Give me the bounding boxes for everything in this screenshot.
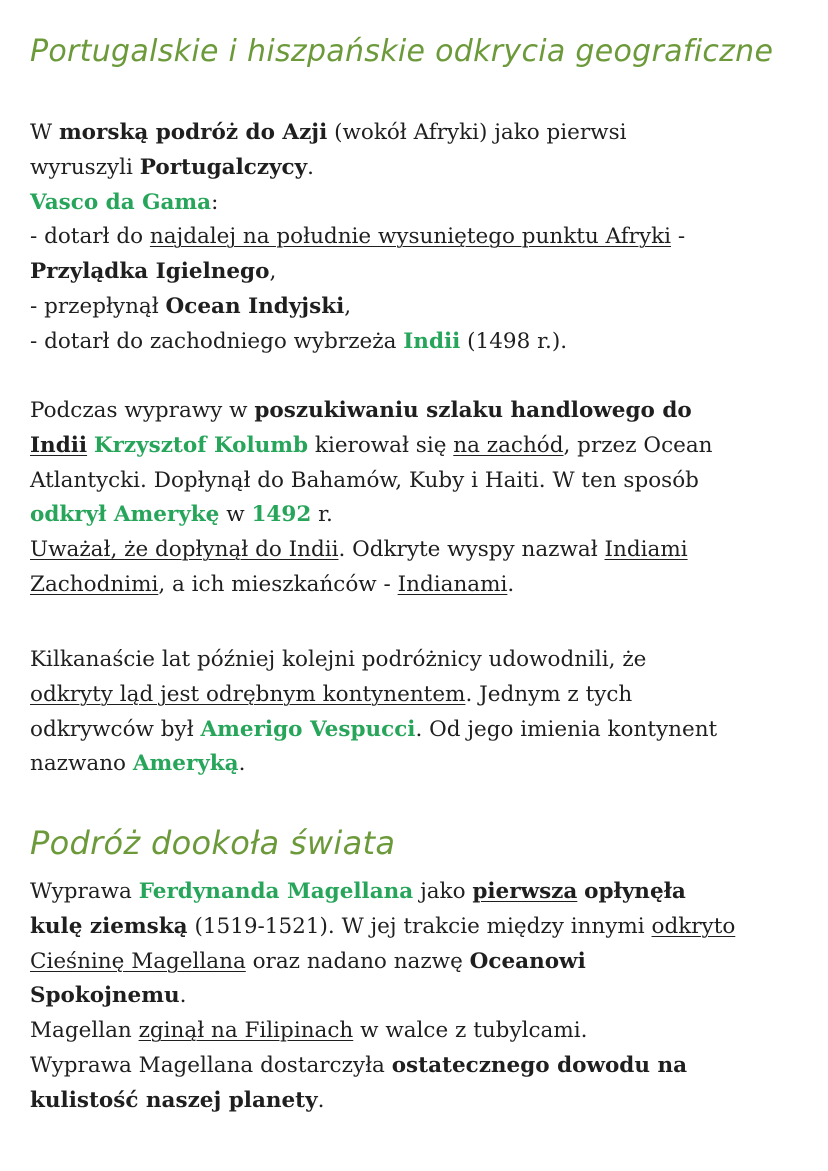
underlined-text: najdalej na południe wysuniętego punktu Afryki	[149, 224, 671, 250]
text: (wokół Afryki) jako pierwsi	[327, 120, 627, 145]
underlined-text: zginął na Filipinach	[138, 1018, 354, 1044]
text: , a ich mieszkańców -	[158, 571, 398, 597]
text-line	[30, 678, 820, 713]
text-line	[30, 747, 820, 782]
highlight-name: Amerigo Vespucci	[200, 716, 416, 742]
text: :	[211, 189, 219, 215]
text-line	[30, 325, 820, 360]
highlight-name: Ferdynanda Magellana	[138, 879, 414, 904]
text	[87, 433, 94, 458]
text-line	[30, 255, 820, 290]
bold-text: kulę ziemską	[30, 913, 188, 939]
text: r.	[311, 502, 333, 528]
bold-text: kulistość naszej planety	[30, 1087, 318, 1113]
underlined-text: Zachodnimi	[30, 571, 159, 597]
bold-text: Portugalczycy	[139, 154, 308, 180]
text-line	[30, 945, 820, 980]
text: .	[317, 1087, 325, 1113]
underlined-text: Uważał, że dopłynął do Indii	[30, 537, 339, 563]
text-line	[30, 186, 820, 221]
text: .	[307, 154, 314, 180]
text: .	[179, 983, 187, 1009]
text-line	[30, 875, 820, 910]
bold-text: Ocean Indyjski	[165, 293, 345, 319]
highlight-name: Vasco da Gama	[30, 189, 212, 215]
underlined-text: Cieśninę Magellana	[30, 948, 246, 974]
bold-text: poszukiwaniu szlaku handlowego do	[254, 398, 692, 423]
text: Atlantycki. Dopłynął do Bahamów, Kuby i Haiti. W ten sposób	[30, 467, 699, 493]
text: oraz nadano nazwę	[245, 948, 470, 974]
text-line	[30, 1084, 820, 1119]
highlight-year: 1492	[251, 502, 312, 528]
highlight-name: Krzysztof Kolumb	[93, 432, 309, 458]
text: - dotarł do	[30, 224, 150, 250]
bold-text: Przylądka Igielnego	[30, 259, 270, 285]
bold-underlined-text: Indii	[30, 432, 88, 458]
text: . Od jego imienia kontynent	[415, 716, 718, 742]
text: W	[30, 120, 59, 145]
text: odkrywców był	[30, 716, 201, 742]
text: . Jednym z tych	[465, 681, 633, 707]
paragraph-portuguese	[30, 116, 820, 360]
text-line	[30, 643, 820, 678]
text: ,	[269, 259, 277, 285]
text-line	[30, 464, 820, 499]
underlined-text: Indianami	[397, 571, 508, 597]
text-line	[30, 498, 820, 533]
text: wyruszyli	[30, 154, 140, 180]
highlight-name: odkrył Amerykę	[30, 502, 220, 528]
text: ,	[344, 293, 352, 319]
text: Magellan	[30, 1018, 139, 1044]
underlined-text: odkryto	[651, 913, 736, 939]
underlined-text: na zachód	[453, 432, 564, 458]
text: .	[238, 751, 246, 777]
bold-underlined-text: pierwsza	[472, 879, 578, 904]
text: nazwano	[30, 751, 133, 777]
text-line	[30, 394, 820, 429]
text: - dotarł do zachodniego wybrzeża	[30, 328, 404, 354]
text: jako	[413, 879, 473, 904]
text-line	[30, 533, 820, 568]
bold-text: ostatecznego dowodu na	[391, 1052, 688, 1078]
text-line	[30, 979, 820, 1014]
text: . Odkryte wyspy nazwał	[338, 537, 605, 563]
bold-text: opłynęła	[584, 879, 686, 904]
text: (1519-1521). W jej trakcie między innymi	[187, 913, 652, 939]
bold-text: Oceanowi	[469, 948, 586, 974]
paragraph-magellan	[30, 875, 820, 1119]
text: kierował się	[308, 432, 454, 458]
text-line	[30, 290, 820, 325]
text: Podczas wyprawy w	[30, 398, 255, 423]
text: -	[671, 224, 686, 250]
bold-text: morską podróż do Azji	[58, 120, 328, 145]
section-heading-discoveries: Portugalskie i hiszpańskie odkrycia geograficzne	[30, 34, 774, 69]
section-heading-circumnavigation: Podróż dookoła świata	[30, 824, 396, 862]
text: Wyprawa Magellana dostarczyła	[30, 1052, 392, 1078]
text: Wyprawa	[30, 879, 139, 904]
text-line	[30, 220, 820, 255]
text-line	[30, 429, 820, 464]
text-line	[30, 568, 820, 603]
bold-text: Spokojnemu	[30, 983, 180, 1009]
paragraph-columbus	[30, 394, 820, 603]
text-line	[30, 116, 820, 151]
text: w walce z tubylcami.	[353, 1018, 588, 1044]
underlined-text: odkryty ląd jest odrębnym kontynentem	[30, 681, 466, 707]
highlight-name: Ameryką	[132, 751, 239, 777]
highlight-name: Indii	[403, 328, 461, 354]
text-line	[30, 910, 820, 945]
text-line	[30, 1049, 820, 1084]
text: - przepłynął	[30, 293, 166, 319]
text-line	[30, 1014, 820, 1049]
text: Kilkanaście lat później kolejni podróżnicy udowodnili, że	[30, 647, 647, 672]
text-line	[30, 151, 820, 186]
underlined-text: Indiami	[604, 537, 688, 563]
text: w	[219, 502, 252, 528]
text: , przez Ocean	[563, 432, 713, 458]
text-line	[30, 713, 820, 748]
text: (1498 r.).	[460, 328, 568, 354]
text: .	[507, 571, 515, 597]
paragraph-vespucci	[30, 643, 820, 782]
